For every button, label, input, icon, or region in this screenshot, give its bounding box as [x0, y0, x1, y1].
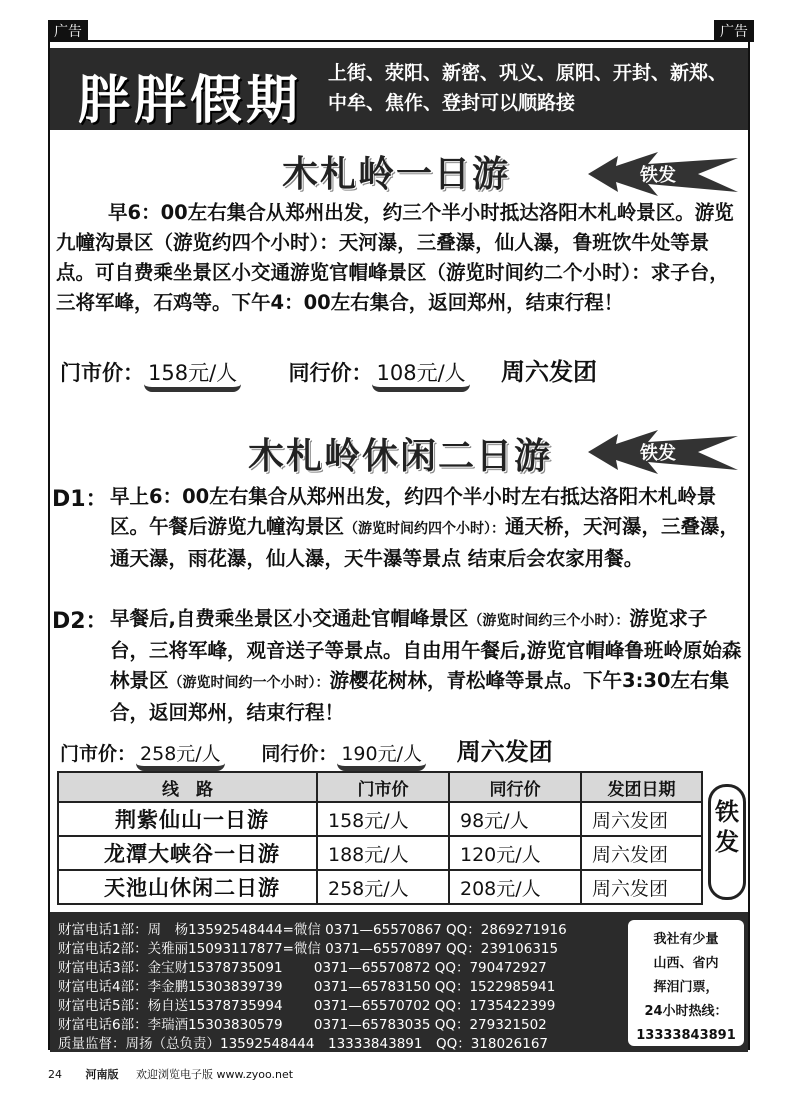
retail-price: 258元/人	[136, 739, 225, 771]
ad-label-right: 广告	[714, 20, 754, 42]
hotline-phone: 13333843891	[636, 1028, 736, 1043]
day1-text: 早上6：00左右集合从郑州出发，约四个半小时左右抵达洛阳木札岭景区。午餐后游览九幢沟景区（游览时间约四个小时）：通天桥，天河瀑，三叠瀑，通天瀑，雨花瀑，仙人瀑，天牛瀑等景点 结束后会农家用餐。	[110, 485, 740, 570]
peer-label: 同行价：	[288, 361, 373, 385]
contacts-panel	[50, 912, 748, 1052]
table-row: 荆紫仙山一日游 158元/人 98元/人 周六发团	[58, 802, 702, 836]
day1-label: D1：	[52, 487, 108, 512]
contact-row: 财富电话3部：金宝财15378735091 0371—65570872 QQ：790472927	[58, 960, 547, 976]
contact-row: 财富电话6部：李瑞酒15303830579 0371—65783035 QQ：279321502	[58, 1017, 547, 1033]
table-row: 龙潭大峡谷一日游 188元/人 120元/人 周六发团	[58, 836, 702, 870]
brand-title: 胖胖假期	[78, 71, 303, 131]
hotline-box: 我社有少量 山西、省内 挥泪门票， 24小时热线： 13333843891	[628, 920, 744, 1046]
tour1-price-line	[60, 352, 597, 392]
page-number: 24	[48, 1068, 62, 1081]
tour2-badge: 铁发	[588, 430, 738, 474]
contact-row: 财富电话4部：李金鹏15303839739 0371—65783150 QQ：1522985941	[58, 979, 556, 995]
quality-supervision: 质量监督：周扬（总负责）13592548444 13333843891 QQ：318026167	[58, 1036, 549, 1052]
page-footer	[48, 1066, 293, 1082]
day2-label: D2：	[52, 609, 108, 634]
edition: 河南版	[85, 1068, 119, 1081]
contact-row: 财富电话5部：杨自送15378735994 0371—65570702 QQ：1735422399	[58, 998, 556, 1014]
col-retail: 门市价	[317, 772, 449, 802]
tour1-description: 早6：00左右集合从郑州出发，约三个半小时抵达洛阳木札岭景区。游览九幢沟景区（游览约四个小时）：天河瀑，三叠瀑，仙人瀑，鲁班饮牛处等景点。可自费乘坐景区小交通游览官帽峰景区（游览时间约二个小时）：求子台，三将军峰，石鸡等。下午4：00左右集合，返回郑州，结束行程！	[56, 201, 734, 314]
departure-day: 周六发团	[500, 358, 597, 386]
tour1-title: 木札岭一日游	[282, 154, 511, 195]
day2-text: 早餐后,自费乘坐景区小交通赴官帽峰景区（游览时间约三个小时）：游览求子台，三将军峰，观音送子等景点。自由用午餐后,游览官帽峰鲁班岭原始森林景区（游览时间约一个小时）：游樱花树林，青松峰等景点。下午3:30左右集合，返回郑州，结束行程！	[110, 607, 742, 724]
footer-text: 欢迎浏览电子版 www.zyoo.net	[136, 1068, 294, 1081]
ad-label-left: 广告	[48, 20, 88, 42]
peer-price: 108元/人	[372, 357, 469, 392]
table-header-row	[58, 772, 702, 802]
retail-label: 门市价：	[60, 361, 144, 385]
pickup-cities: 上街、荥阳、新密、巩义、原阳、开封、新郑、中牟、焦作、登封可以顺路接	[328, 62, 728, 114]
routes-table	[57, 771, 703, 905]
col-route: 线 路	[58, 772, 317, 802]
header-banner	[50, 48, 748, 130]
tour2-title: 木札岭休闲二日游	[248, 436, 553, 477]
tour1-badge: 铁发	[588, 152, 738, 196]
side-badge: 铁发	[708, 784, 746, 900]
retail-label: 门市价：	[60, 743, 137, 765]
departure-day: 周六发团	[456, 738, 553, 766]
contact-row: 财富电话1部：周 杨13592548444=微信 0371—65570867 QQ：2869271916	[58, 922, 567, 938]
col-peer: 同行价	[449, 772, 581, 802]
table-row: 天池山休闲二日游 258元/人 208元/人 周六发团	[58, 870, 702, 904]
peer-price: 190元/人	[337, 739, 426, 771]
retail-price: 158元/人	[144, 357, 241, 392]
tour2-price-line	[60, 732, 553, 771]
contact-row: 财富电话2部：关雅丽15093117877=微信 0371—65570897 QQ：239106315	[58, 941, 559, 957]
peer-label: 同行价：	[261, 743, 338, 765]
col-date: 发团日期	[581, 772, 702, 802]
